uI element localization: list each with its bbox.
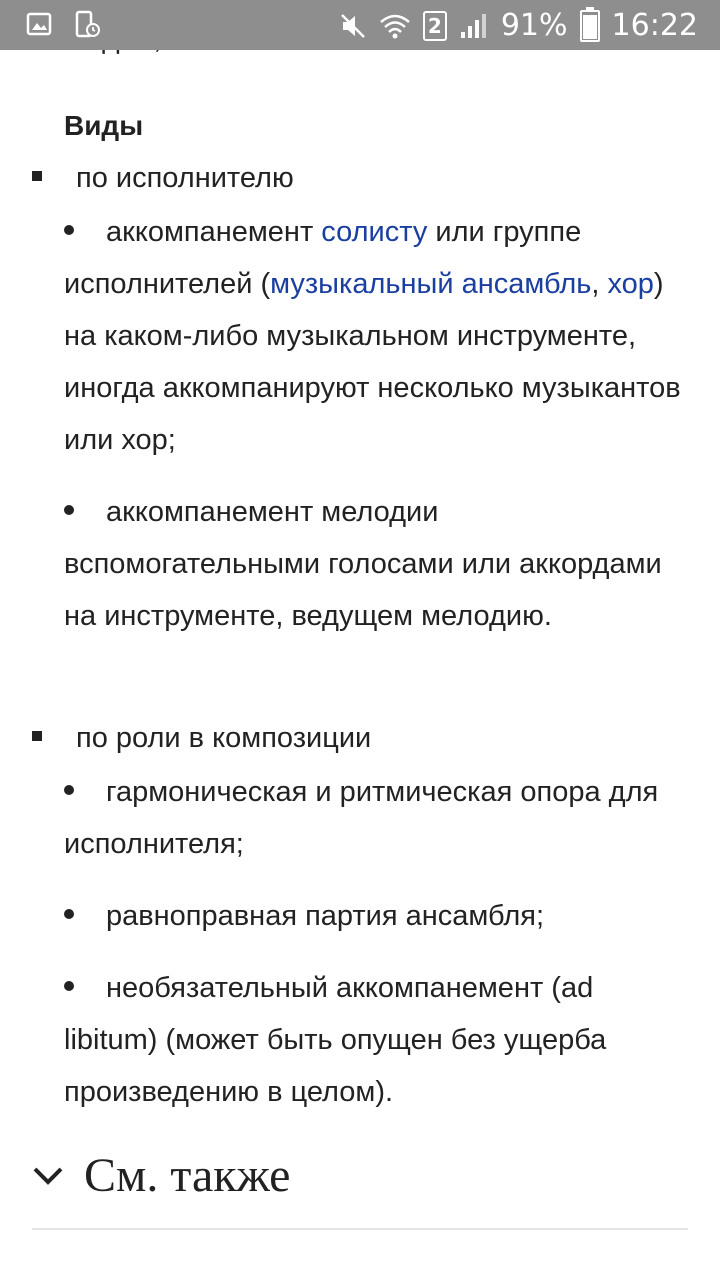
chevron-down-icon xyxy=(30,1158,66,1194)
see-also-heading: См. также xyxy=(84,1149,291,1202)
list-item: аккомпанемент мелодии вспомогательными голосами или аккордами на инструменте, ведущем мелодию. xyxy=(64,496,662,632)
see-also-section-toggle[interactable] xyxy=(30,1148,290,1203)
square-bullet-icon xyxy=(32,731,42,741)
list-item: аккомпанемент солисту или группе исполнителей (музыкальный ансамбль, хор) на каком-либо музыкальном инструменте, иногда аккомпанируют несколько музыкантов или хор; xyxy=(64,216,681,456)
bullet-icon xyxy=(64,505,74,515)
status-bar xyxy=(0,0,720,50)
group-label: по исполнителю xyxy=(76,162,294,194)
sim-icon: 2 xyxy=(423,11,447,41)
bullet-icon xyxy=(64,981,74,991)
mute-icon xyxy=(339,12,367,40)
list-item: необязательный аккомпанемент (ad libitum) (может быть опущен без ущерба произведению в целом). xyxy=(64,972,607,1108)
link-solist[interactable]: солисту xyxy=(321,216,428,248)
bullet-icon xyxy=(64,785,74,795)
signal-icon xyxy=(459,12,489,40)
square-bullet-icon xyxy=(32,171,42,181)
link-choir[interactable]: хор xyxy=(607,268,654,300)
list-item xyxy=(32,722,371,755)
gallery-icon xyxy=(26,10,52,38)
bullet-icon xyxy=(64,225,74,235)
list-item: равноправная партия ансамбля; xyxy=(64,890,694,942)
divider xyxy=(32,1228,688,1230)
phone-sync-icon xyxy=(74,10,100,38)
battery-icon xyxy=(580,10,600,42)
section-title: Виды xyxy=(64,110,144,141)
bullet-icon xyxy=(64,909,74,919)
wifi-icon xyxy=(379,12,411,40)
list-item xyxy=(32,162,294,195)
group-label: по роли в композиции xyxy=(76,722,372,754)
clock: 16:22 xyxy=(611,8,698,43)
link-ensemble[interactable]: музыкальный ансамбль xyxy=(270,268,592,300)
list-item: гармоническая и ритмическая опора для исполнителя; xyxy=(64,776,659,860)
battery-percent: 91% xyxy=(500,8,568,43)
